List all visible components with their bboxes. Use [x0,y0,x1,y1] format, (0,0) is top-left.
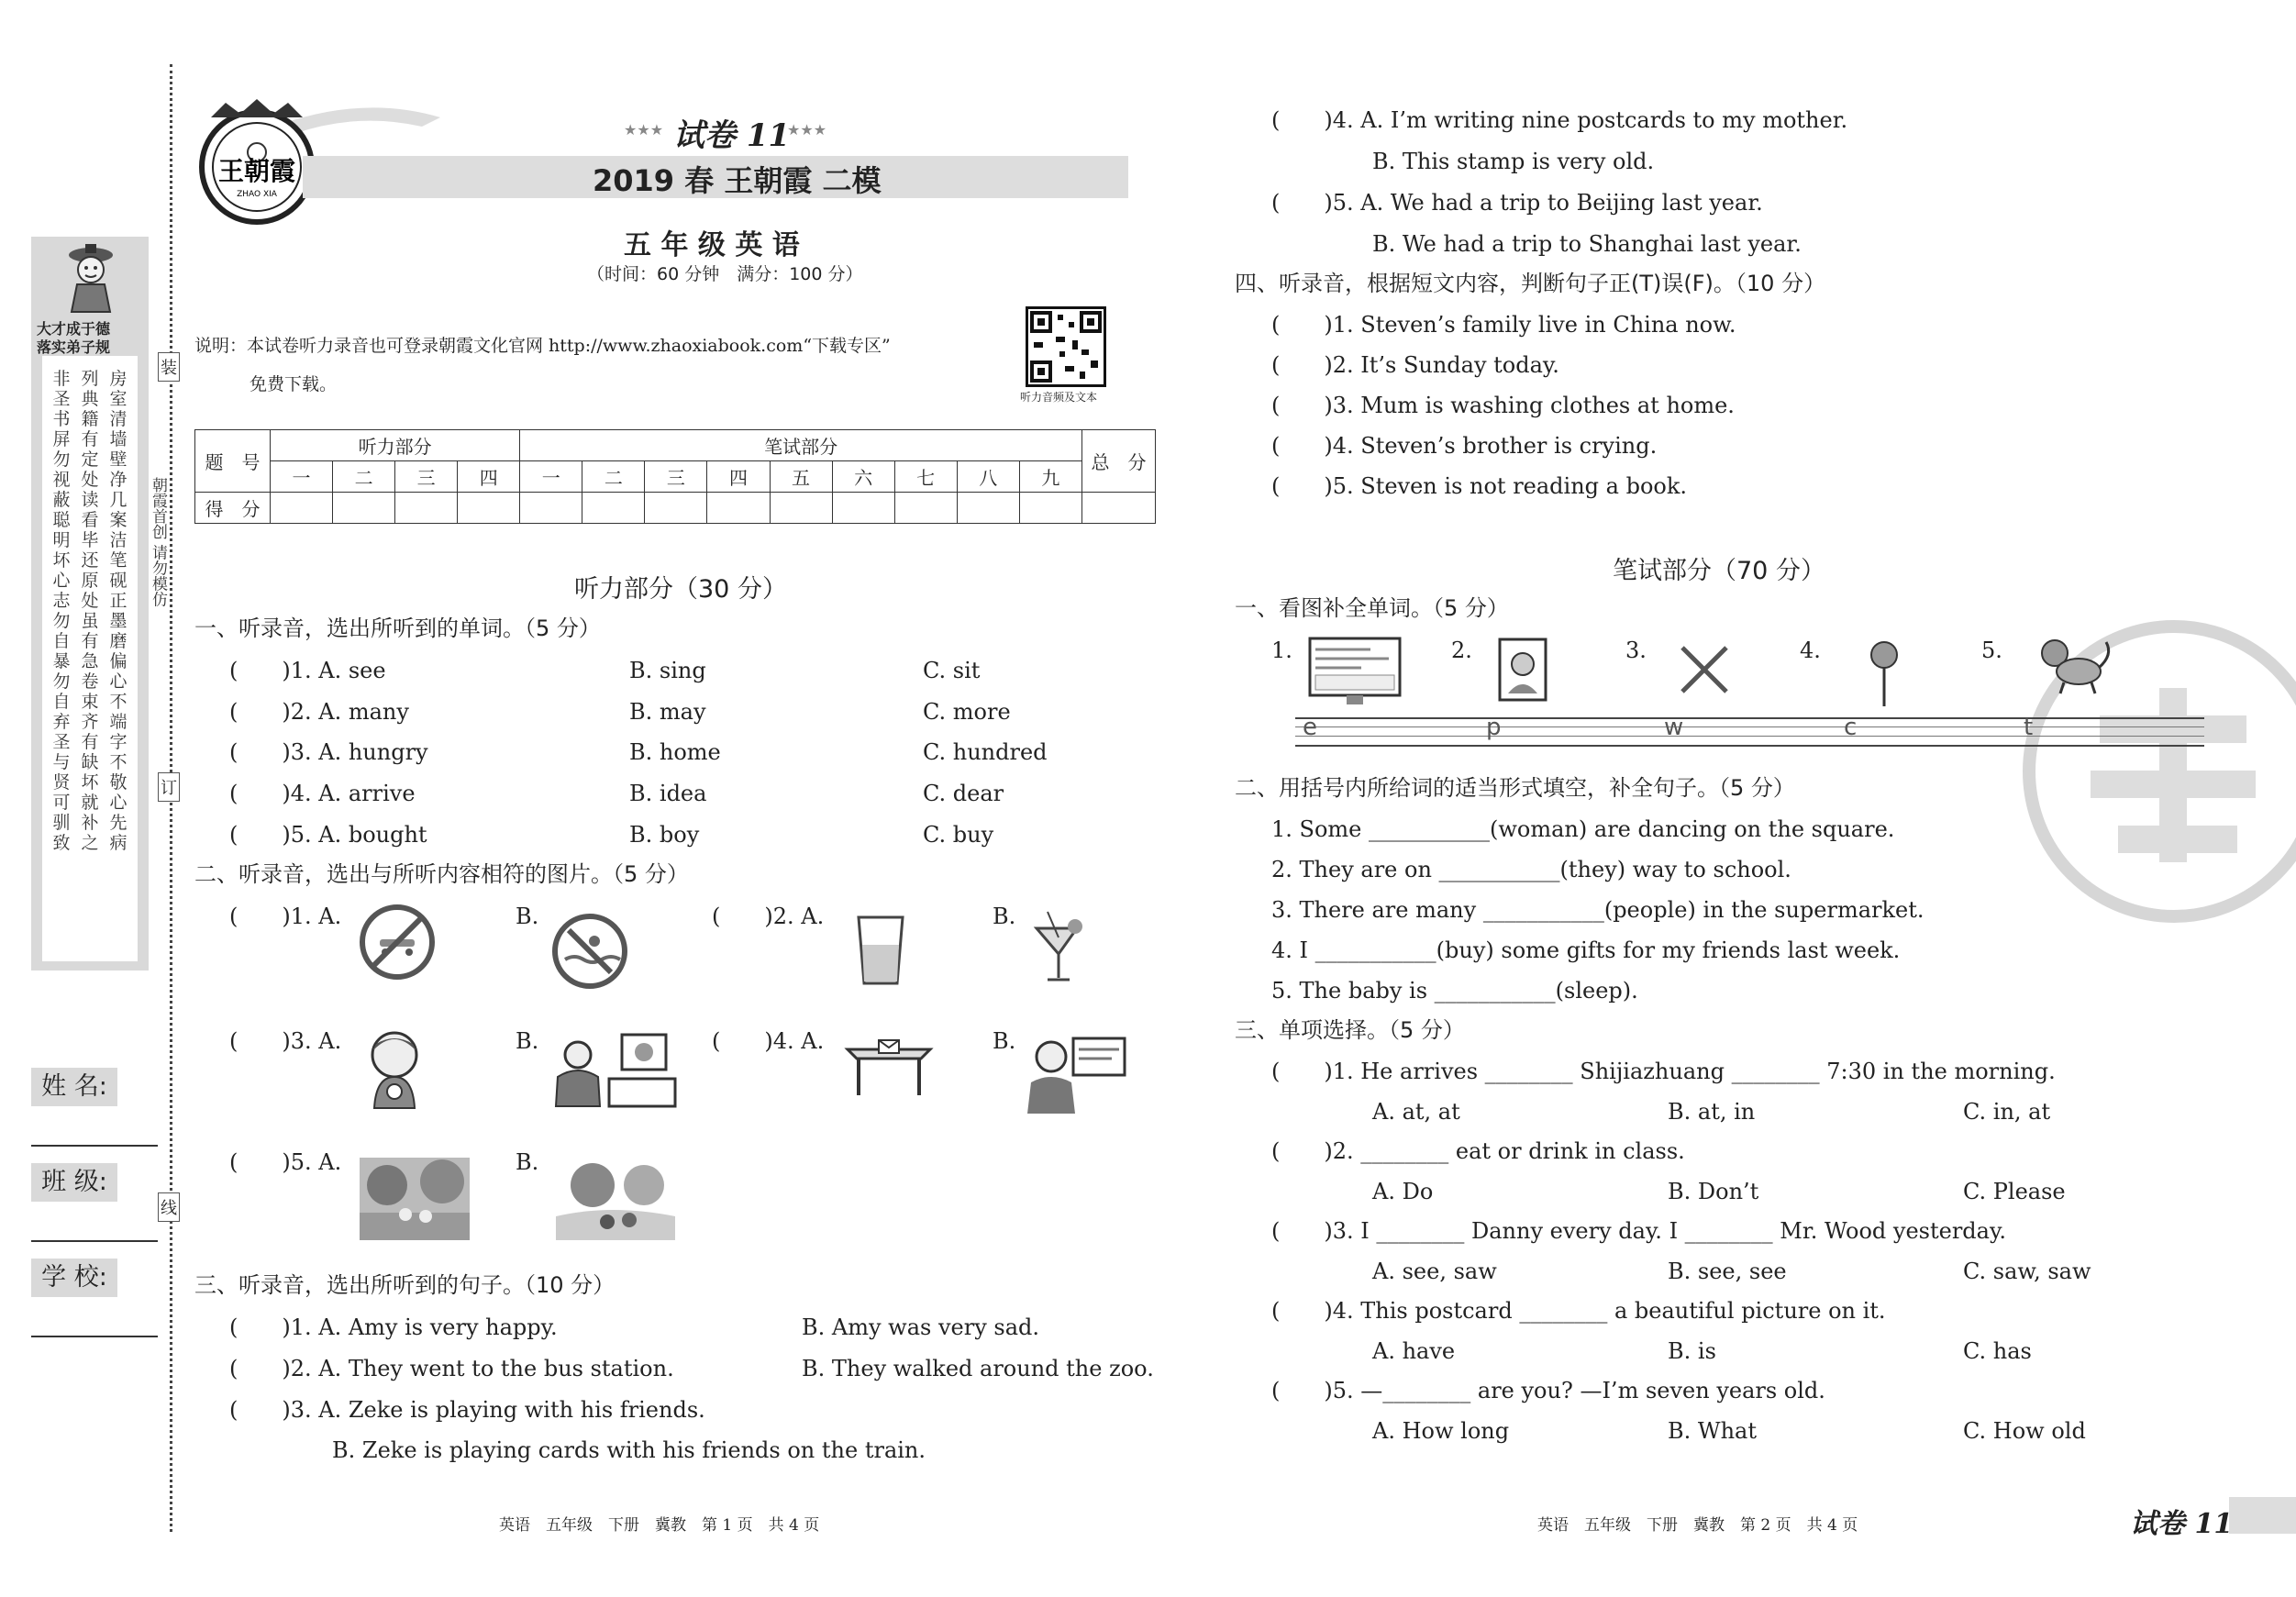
qr-caption: 听力音频及文本 [1020,391,1098,404]
writing-col-1: 一 [520,461,582,493]
l4-q2: ( )2. It’s Sunday today. [1271,352,1559,378]
l2-q4: ( )4. A. [712,1028,825,1054]
w1-num-5: 5. [1981,638,2002,663]
w3-q5-c: C. How old [1963,1418,2086,1444]
exam-title: 2019 春 王朝霞 二模 [593,163,882,198]
series-stars-right: ★★★ [787,121,827,139]
score-cell[interactable] [1019,493,1081,524]
motto-panel [31,237,149,970]
score-cell[interactable] [458,493,520,524]
l3-q2-b: B. They walked around the zoo. [802,1356,1154,1381]
l2-q1-b: B. [516,904,539,929]
photo-frame-icon [1497,637,1548,703]
w3-q5: ( )5. —________ are you? —I’m seven years old. [1271,1378,1825,1403]
write-line-2[interactable] [1479,714,1667,747]
l3-q5-b: B. We had a trip to Shanghai last year. [1372,231,1802,257]
w1-letter-4: c [1844,714,1858,741]
name-field[interactable] [31,1145,158,1147]
l2-q5-b: B. [516,1149,539,1175]
l1-q3-b: B. home [629,739,721,765]
w3-q1-a: A. at, at [1372,1099,1460,1125]
logo-subtext: ZHAO XIA [237,190,277,199]
no-skateboard-icon [358,903,437,981]
write-line-1[interactable] [1295,714,1483,747]
l2-q2-b: B. [993,904,1016,929]
w2-q4: 4. I ___________(buy) some gifts for my friends last week. [1271,937,1901,963]
w3-q2-a: A. Do [1372,1179,1434,1204]
class-field[interactable] [31,1240,158,1242]
scholar-icon [59,242,123,314]
subject-title: 五 年 级 英 语 [624,229,800,261]
writing-col-5: 五 [770,461,832,493]
writing-col-6: 六 [832,461,894,493]
park-scene-b-icon [556,1158,675,1240]
child-eating-icon [358,1026,431,1114]
w2-q3: 3. There are many ___________(people) in the supermarket. [1271,897,1924,923]
write-line-4[interactable] [1836,714,2024,747]
listening-col-2: 二 [333,461,395,493]
listening-s4-title: 四、听录音，根据短文内容，判断句子正(T)误(F)。（10 分） [1235,271,1826,296]
w1-num-3: 3. [1625,638,1647,663]
score-cell[interactable] [770,493,832,524]
l3-q3-a: ( )3. A. Zeke is playing with his friends. [229,1397,705,1423]
motto-column-1: 非圣书屏勿视蔽聪明坏心志勿自暴勿自弃圣与贤可驯致 [52,369,71,853]
l4-q4: ( )4. Steven’s brother is crying. [1271,433,1658,459]
l1-q3-c: C. hundred [923,739,1048,765]
l4-q3: ( )3. Mum is washing clothes at home. [1271,393,1735,418]
l2-q4-b: B. [993,1028,1016,1054]
w3-q4-a: A. have [1372,1338,1456,1364]
l3-q1-b: B. Amy was very sad. [802,1314,1040,1340]
school-label: 学 校: [31,1259,117,1297]
monkey-icon [2027,633,2115,695]
w3-q5-a: A. How long [1372,1418,1510,1444]
l1-q5-b: B. boy [629,822,700,848]
writing-col-9: 九 [1019,461,1081,493]
time-info: （时间：60 分钟 满分：100 分） [587,264,863,284]
series-label: 试卷 11 [673,117,791,154]
l1-q4-b: B. idea [629,781,707,806]
email-screen-icon [1306,635,1403,710]
listening-col-1: 一 [271,461,333,493]
score-cell[interactable] [707,493,770,524]
listening-col-3: 三 [395,461,458,493]
w3-q1-c: C. in, at [1963,1099,2051,1125]
writing-header: 笔试部分 [520,430,1082,461]
score-table [194,429,1156,524]
total-header: 总 分 [1082,430,1156,493]
score-table-score-label: 得 分 [195,493,271,524]
motto-column-2: 列典籍有定处读看毕还原处虽有急卷束齐有缺坏就补之 [81,369,99,853]
binding-label-3: 线 [158,1192,180,1222]
score-cell[interactable] [333,493,395,524]
w3-q3-c: C. saw, saw [1963,1259,2091,1284]
score-cell[interactable] [957,493,1019,524]
w1-num-4: 4. [1800,638,1821,663]
w3-q4-b: B. is [1668,1338,1716,1364]
motto-title-1: 大才成于德 [37,320,111,338]
w1-letter-1: e [1303,714,1317,741]
school-field[interactable] [31,1336,158,1337]
l2-q2: ( )2. A. [712,904,825,929]
w3-q1: ( )1. He arrives ________ Shijiazhuang ________ 7:30 in the morning. [1271,1059,2056,1084]
writing-col-8: 八 [957,461,1019,493]
l1-q1-c: C. sit [923,658,981,683]
binding-label-1: 装 [158,352,180,382]
w3-q2: ( )2. ________ eat or drink in class. [1271,1138,1685,1164]
side-notice: 朝霞首创 请勿模仿 [149,477,167,607]
series-stars-left: ★★★ [624,121,664,139]
listening-s3-title: 三、听录音，选出所听到的句子。（10 分） [194,1272,616,1298]
w3-q1-b: B. at, in [1668,1099,1756,1125]
l2-q3: ( )3. A. [229,1028,342,1054]
l1-q4-c: C. dear [923,781,1004,806]
w2-q2: 2. They are on ___________(they) way to school. [1271,857,1791,882]
writing-col-4: 四 [707,461,770,493]
w3-q3: ( )3. I ________ Danny every day. I ________ Mr. Wood yesterday. [1271,1218,2006,1244]
listening-s2-title: 二、听录音，选出与所听内容相符的图片。（5 分） [194,861,689,887]
l1-q2: ( )2. A. many [229,699,409,725]
l2-q3-b: B. [516,1028,539,1054]
w3-q4-c: C. has [1963,1338,2032,1364]
qr-code-icon[interactable] [1026,306,1106,387]
cocktail-drink-icon [1031,908,1086,987]
score-cell[interactable] [582,493,645,524]
w1-num-2: 2. [1451,638,1472,663]
l1-q5: ( )5. A. bought [229,822,427,848]
write-line-5[interactable] [2016,714,2204,747]
score-table-question-label: 题 号 [195,430,271,493]
w3-q2-c: C. Please [1963,1179,2066,1204]
score-cell[interactable] [894,493,957,524]
w2-q5: 5. The baby is ___________(sleep). [1271,978,1638,1004]
no-swimming-icon [550,912,629,991]
listening-header: 听力部分 [271,430,520,461]
w1-letter-5: t [2024,714,2034,741]
name-label: 姓 名: [31,1068,117,1106]
l3-q5-a: ( )5. A. We had a trip to Beijing last year. [1271,190,1763,216]
w2-q1: 1. Some ___________(woman) are dancing on the square. [1271,816,1895,842]
logo-text: 王朝霞 [217,156,296,186]
l2-q1: ( )1. A. [229,904,342,929]
footer-badge-band [2229,1497,2296,1534]
l4-q1: ( )1. Steven’s family live in China now. [1271,312,1736,338]
score-cell[interactable] [520,493,582,524]
note-line-2: 免费下载。 [250,374,338,394]
note-line-1: 说明：本试卷听力录音也可登录朝霞文化官网 http://www.zhaoxiabook.com“下载专区” [194,336,891,356]
listening-s1-title: 一、听录音，选出所听到的单词。（5 分） [194,616,601,641]
score-cell[interactable] [1082,493,1156,524]
l3-q3-b: B. Zeke is playing cards with his friends on the train. [332,1437,926,1463]
footer-badge: 试卷 11 [2130,1508,2234,1540]
using-computer-icon [1024,1031,1128,1114]
writing-s1-title: 一、看图补全单词。（5 分） [1235,595,1509,621]
motto-column-3: 房室清墙壁净几案洁笔砚正墨磨偏心不端字不敬心先病 [109,369,128,853]
listening-col-4: 四 [458,461,520,493]
w1-letter-3: w [1664,714,1684,741]
l1-q2-b: B. may [629,699,706,725]
watching-tv-icon [550,1027,679,1110]
l3-q4-a: ( )4. A. I’m writing nine postcards to my mother. [1271,107,1848,133]
score-cell[interactable] [395,493,458,524]
listening-title: 听力部分（30 分） [574,575,787,604]
w1-letter-2: p [1486,714,1502,741]
l3-q4-b: B. This stamp is very old. [1372,149,1655,174]
class-label: 班 级: [31,1163,117,1202]
l1-q2-c: C. more [923,699,1011,725]
write-line-3[interactable] [1657,714,1845,747]
park-scene-a-icon [360,1158,470,1240]
cross-mark-icon [1677,642,1732,697]
l2-q5: ( )5. A. [229,1149,342,1175]
w3-q3-a: A. see, saw [1372,1259,1497,1284]
motto-text-box [42,356,138,961]
w3-q3-b: B. see, see [1668,1259,1787,1284]
l3-q1-a: ( )1. A. Amy is very happy. [229,1314,558,1340]
l4-q5: ( )5. Steven is not reading a book. [1271,473,1688,499]
w3-q2-b: B. Don’t [1668,1179,1759,1204]
l1-q4: ( )4. A. arrive [229,781,416,806]
writing-s2-title: 二、用括号内所给词的适当形式填空，补全句子。（5 分） [1235,775,1795,801]
l1-q1-b: B. sing [629,658,706,683]
writing-col-2: 二 [582,461,645,493]
l1-q3: ( )3. A. hungry [229,739,428,765]
w3-q5-b: B. What [1668,1418,1757,1444]
score-cell[interactable] [645,493,707,524]
score-cell[interactable] [271,493,333,524]
writing-col-3: 三 [645,461,707,493]
l1-q5-c: C. buy [923,822,994,848]
binding-label-2: 订 [158,772,180,802]
writing-s3-title: 三、单项选择。（5 分） [1235,1017,1465,1043]
writing-title: 笔试部分（70 分） [1613,557,1825,585]
footer-right: 英语 五年级 下册 冀教 第 2 页 共 4 页 [1537,1516,1858,1535]
footer-left: 英语 五年级 下册 冀教 第 1 页 共 4 页 [499,1516,820,1535]
candy-icon [1866,638,1902,708]
l1-q1: ( )1. A. see [229,658,386,683]
l3-q2-a: ( )2. A. They went to the bus station. [229,1356,674,1381]
w3-q4: ( )4. This postcard ________ a beautiful picture on it. [1271,1298,1886,1324]
motto-title-2: 落实弟子规 [37,338,111,356]
w1-num-1: 1. [1271,638,1292,663]
writing-col-7: 七 [894,461,957,493]
letter-on-table-icon [838,1031,939,1097]
score-cell[interactable] [832,493,894,524]
glass-of-water-icon [855,914,906,987]
